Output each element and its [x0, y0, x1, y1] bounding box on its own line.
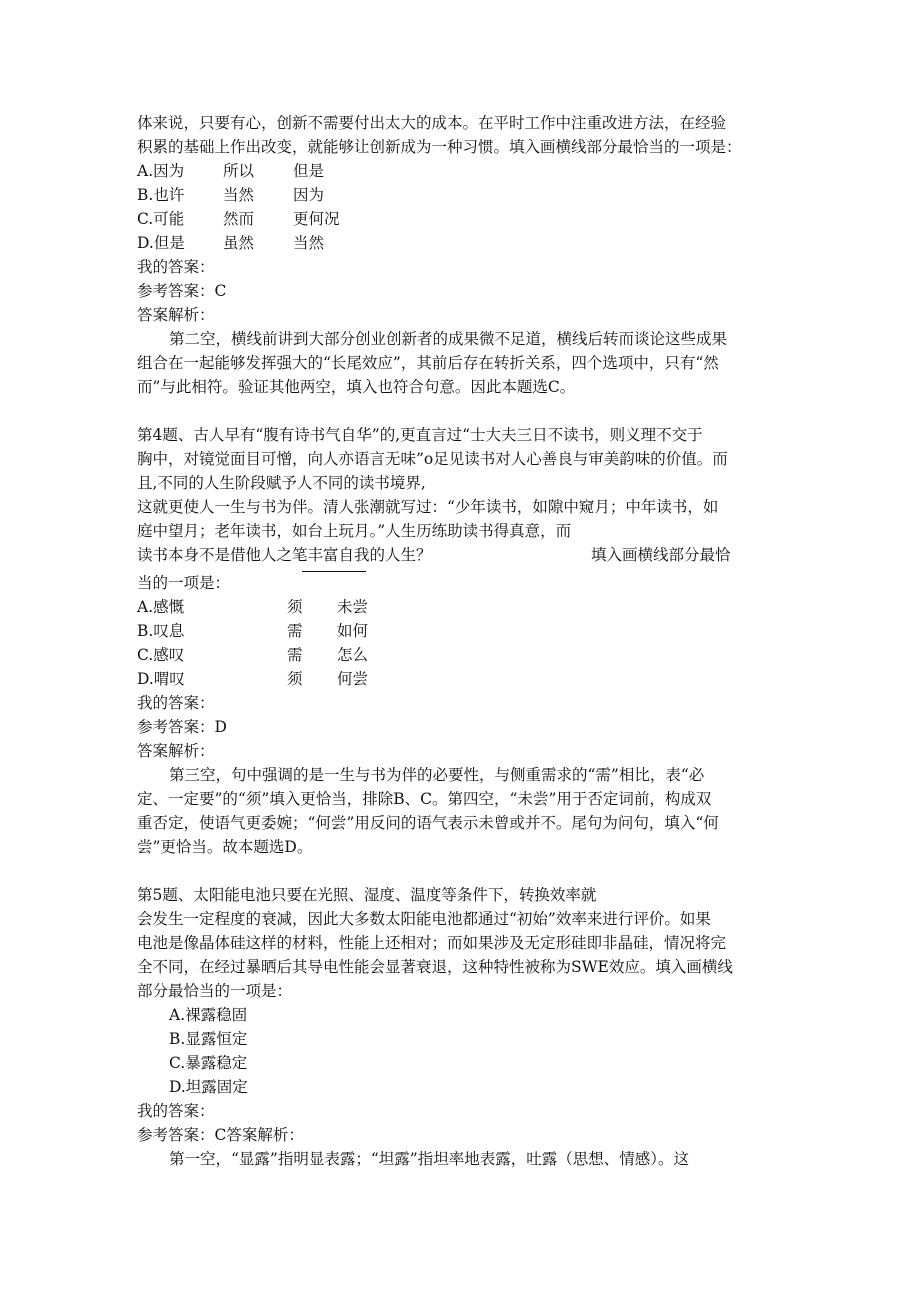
q4-stem-line-5: 庭中望月；老年读书，如台上玩月。”人生历练助读书得真意，而	[137, 522, 572, 540]
q3-stem-line-1: 体来说，只要有心，创新不需要付出太大的成本。在平时工作中注重改进方法，在经验	[137, 114, 727, 132]
q3-analysis-line-3: 而”与此相符。验证其他两空，填入也符合句意。因此本题选C。	[137, 378, 576, 396]
question-3	[137, 111, 797, 399]
answer-blank-line	[302, 571, 366, 572]
q3-option-b: B.也许 当然 因为	[137, 186, 325, 204]
q3-option-a: A.因为 所以 但是	[137, 162, 325, 180]
q5-stem-line-1: 第5题、太阳能电池只要在光照、湿度、温度等条件下，转换效率就	[137, 886, 597, 904]
document-content	[137, 111, 797, 1171]
q4-option-c: C.感叹 需 怎么	[137, 646, 369, 664]
q3-my-answer: 我的答案：	[137, 258, 215, 276]
q3-analysis-line-2: 组合在一起能够发挥强大的“长尾效应”，其前后存在转折关系，四个选项中，只有“然	[137, 354, 719, 372]
q4-analysis-label: 答案解析：	[137, 742, 215, 760]
q4-stem-line-7: 当的一项是：	[137, 571, 797, 595]
q4-analysis-line-2: 定、一定要”的“须”填入更恰当，排除B、C。第四空，“未尝”用于否定词前，构成双	[137, 790, 712, 808]
q5-stem-line-5: 部分最恰当的一项是：	[137, 982, 293, 1000]
q4-stem-line-2: 胸中，对镜觉面目可憎，向人亦语言无味”o足见读书对人心善良与审美韵味的价值。而	[137, 450, 728, 468]
spacer	[137, 859, 797, 883]
question-4	[137, 423, 797, 859]
q3-reference-answer: 参考答案：C	[137, 282, 227, 300]
q4-analysis-line-4: 尝”更恰当。故本题选D。	[137, 838, 313, 856]
q4-analysis-line-1: 第三空，句中强调的是一生与书为伴的必要性，与侧重需求的“需”相比，表“必	[169, 766, 705, 784]
q5-my-answer: 我的答案：	[137, 1102, 215, 1120]
q5-reference-answer: 参考答案：C答案解析：	[137, 1126, 304, 1144]
q4-reference-answer: 参考答案：D	[137, 718, 227, 736]
q3-option-c: C.可能 然而 更何况	[137, 210, 340, 228]
q5-option-d: D.坦露固定	[169, 1078, 248, 1096]
q5-option-b: B.显露恒定	[169, 1030, 248, 1048]
q5-option-c: C.暴露稳定	[169, 1054, 248, 1072]
q4-analysis-line-3: 重否定，使语气更委婉；“何尝”用反问的语气表示未曾或并不。尾句为问句，填入“何	[137, 814, 719, 832]
q4-option-b: B.叹息 需 如何	[137, 622, 369, 640]
q3-analysis-line-1: 第二空，横线前讲到大部分创业创新者的成果微不足道，横线后转而谈论这些成果	[169, 330, 728, 348]
q4-stem-line-3: 且,不同的人生阶段赋予人不同的读书境界,	[137, 474, 426, 492]
q5-stem-line-3: 电池是像晶体硅这样的材料，性能上还相对；而如果涉及无定形硅即非晶硅，情况将完	[137, 934, 727, 952]
q4-stem-line-1: 第4题、古人早有“腹有诗书气自华”的,更直言过“士大夫三日不读书，则义理不交于	[137, 426, 703, 444]
q4-stem-line-4: 这就更使人一生与书为伴。清人张潮就写过：“少年读书，如隙中窥月；中年读书，如	[137, 498, 719, 516]
q5-analysis-line-1: 第一空，“显露”指明显表露；“坦露”指坦率地表露，吐露（思想、情感）。这	[169, 1150, 689, 1168]
q5-stem-line-4: 全不同，在经过暴晒后其导电性能会显著衰退，这种特性被称为SWE效应。填入画横线	[137, 958, 733, 976]
q3-stem-line-2: 积累的基础上作出改变，就能够让创新成为一种习惯。填入画横线部分最恰当的一项是：	[137, 138, 742, 156]
q4-my-answer: 我的答案：	[137, 694, 215, 712]
q5-stem-line-2: 会发生一定程度的衰减，因此大多数太阳能电池都通过“初始”效率来进行评价。如果	[137, 910, 711, 928]
spacer	[137, 399, 797, 423]
q4-stem-line-6	[137, 543, 797, 567]
q4-stem-line-6-left: 读书本身不是借他人之笔丰富自我的人生？	[137, 546, 432, 564]
q3-option-d: D.但是 虽然 当然	[137, 234, 325, 252]
q3-analysis-label: 答案解析：	[137, 306, 215, 324]
question-5	[137, 883, 797, 1171]
q4-option-d: D.喟叹 须 何尝	[137, 670, 369, 688]
q5-option-a: A.裸露稳固	[169, 1006, 248, 1024]
q4-stem-line-6-right: 填入画横线部分最恰	[591, 546, 731, 564]
q4-option-a: A.感慨 须 未尝	[137, 598, 369, 616]
